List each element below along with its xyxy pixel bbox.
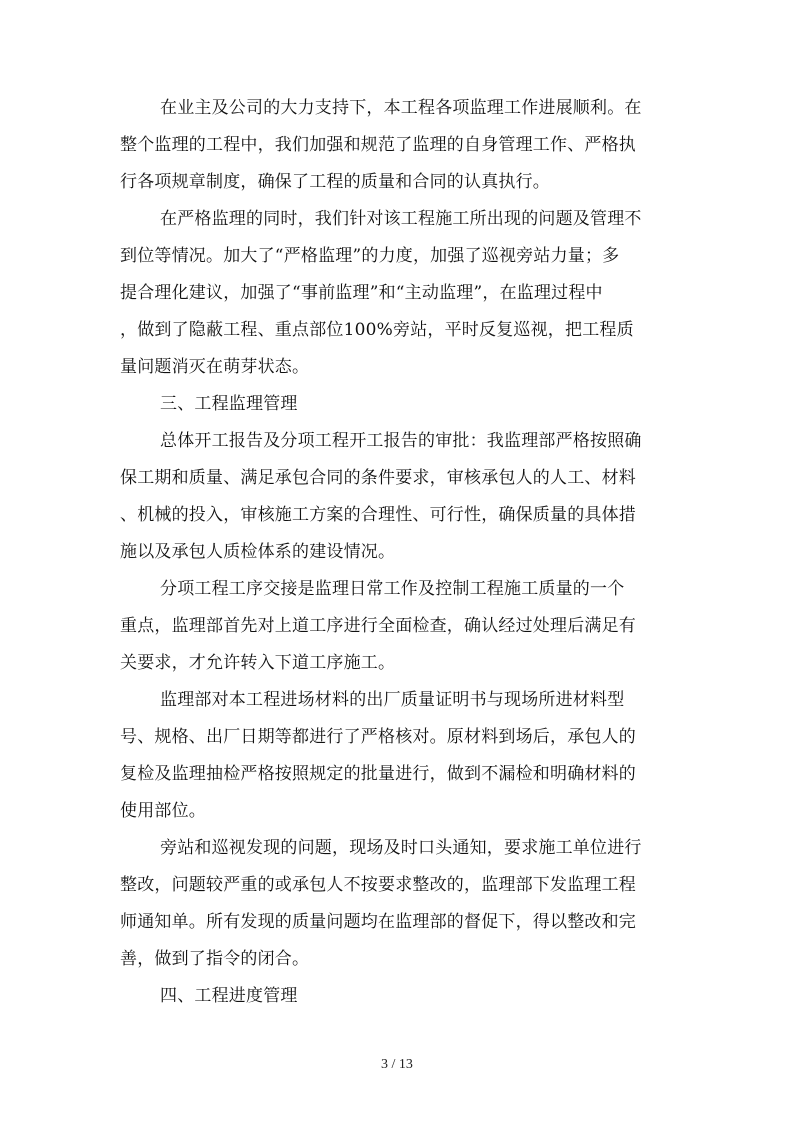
- text-line: 行各项规章制度，确保了工程的质量和合同的认真执行。: [120, 172, 550, 192]
- text-line: 在业主及公司的大力支持下，本工程各项监理工作进展顺利。在: [160, 98, 642, 118]
- section-heading: 三、工程监理管理: [160, 394, 298, 414]
- text-line: 关要求，才允许转入下道工序施工。: [120, 653, 396, 673]
- text-line: 善，做到了指令的闭合。: [120, 949, 310, 969]
- text-line: 重点，监理部首先对上道工序进行全面检查，确认经过处理后满足有: [120, 616, 636, 636]
- text-line: 使用部位。: [120, 801, 206, 821]
- text-line: 复检及监理抽检严格按照规定的批量进行，做到不漏检和明确材料的: [120, 764, 636, 784]
- text-line: 号、规格、出厂日期等都进行了严格核对。原材料到场后，承包人的: [120, 727, 636, 747]
- text-line: 监理部对本工程进场材料的出厂质量证明书与现场所进材料型: [160, 690, 625, 710]
- text-line: 到位等情况。加大了“严格监理”的力度，加强了巡视旁站力量；多: [120, 246, 620, 266]
- text-line: 保工期和质量、满足承包合同的条件要求，审核承包人的人工、材料: [120, 468, 636, 488]
- text-line: 、机械的投入，审核施工方案的合理性、可行性，确保质量的具体措: [120, 505, 636, 525]
- text-line: 量问题消灭在萌芽状态。: [120, 357, 310, 377]
- text-line: 提合理化建议，加强了“事前监理”和“主动监理”，在监理过程中: [120, 283, 603, 303]
- text-line: 整个监理的工程中，我们加强和规范了监理的自身管理工作、严格执: [120, 135, 636, 155]
- section-heading: 四、工程进度管理: [160, 986, 298, 1006]
- text-line: 施以及承包人质检体系的建设情况。: [120, 542, 396, 562]
- text-line: 整改，问题较严重的或承包人不按要求整改的，监理部下发监理工程: [120, 875, 636, 895]
- text-line: 分项工程工序交接是监理日常工作及控制工程施工质量的一个: [160, 579, 625, 599]
- text-line: 总体开工报告及分项工程开工报告的审批：我监理部严格按照确: [160, 431, 642, 451]
- text-line: ，做到了隐蔽工程、重点部位100%旁站，平时反复巡视，把工程质: [120, 320, 634, 340]
- text-line: 旁站和巡视发现的问题，现场及时口头通知，要求施工单位进行: [160, 838, 642, 858]
- text-line: 在严格监理的同时，我们针对该工程施工所出现的问题及管理不: [160, 209, 642, 229]
- text-line: 师通知单。所有发现的质量问题均在监理部的督促下，得以整改和完: [120, 912, 636, 932]
- page-number: 3 / 13: [381, 1057, 413, 1072]
